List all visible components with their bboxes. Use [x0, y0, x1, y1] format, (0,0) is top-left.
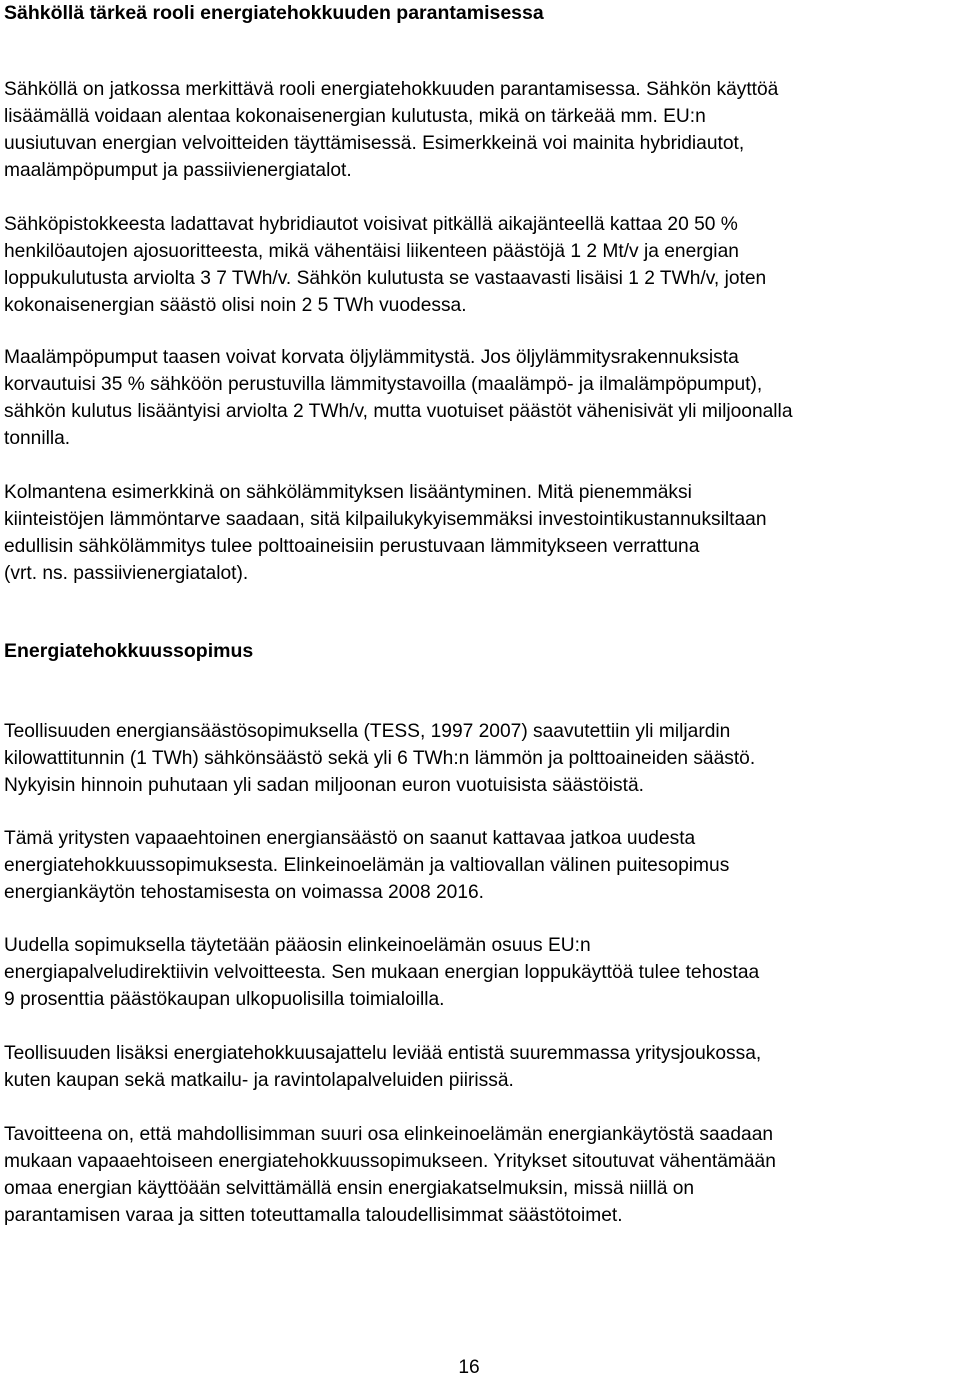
text-line: kiinteistöjen lämmöntarve saadaan, sitä kilpailukykyisemmäksi investointikustannuksiltaan — [4, 509, 767, 530]
text-line: energiankäytön tehostamisesta on voimassa 2008 2016. — [4, 882, 484, 903]
paragraph — [4, 211, 960, 319]
text-line: kokonaisenergian säästö olisi noin 2 5 TWh vuodessa. — [4, 295, 467, 316]
text-line: kilowattitunnin (1 TWh) sähkönsäästö sekä yli 6 TWh:n lämmön ja polttoaineiden säästö. — [4, 748, 756, 769]
text-line: energiatehokkuussopimuksesta. Elinkeinoelämän ja valtiovallan välinen puitesopimus — [4, 855, 730, 876]
text-line: omaa energian käyttöään selvittämällä ensin energiakatselmuksin, missä niillä on — [4, 1178, 695, 1199]
text-line: mukaan vapaaehtoiseen energiatehokkuussopimukseen. Yritykset sitoutuvat vähentämään — [4, 1151, 776, 1172]
text-line: sähkön kulutus lisääntyisi arviolta 2 TWh/v, mutta vuotuiset päästöt vähenisivät yli miljoonalla — [4, 401, 793, 422]
section-heading-energy-efficiency-agreement: Energiatehokkuussopimus — [4, 640, 254, 662]
text-line: tonnilla. — [4, 428, 71, 449]
text-line: maalämpöpumput ja passiivienergiatalot. — [4, 160, 352, 181]
text-line: Uudella sopimuksella täytetään pääosin elinkeinoelämän osuus EU:n — [4, 935, 591, 956]
page-number: 16 — [458, 1357, 480, 1378]
paragraph — [4, 825, 960, 906]
text-line: Teollisuuden lisäksi energiatehokkuusajattelu leviää entistä suuremmassa yritysjoukossa, — [4, 1043, 762, 1064]
text-line: korvautuisi 35 % sähköön perustuvilla lämmitystavoilla (maalämpö- ja ilmalämpöpumput), — [4, 374, 763, 395]
text-line: Tavoitteena on, että mahdollisimman suuri osa elinkeinoelämän energiankäytöstä saadaan — [4, 1124, 774, 1145]
text-line: Sähköllä on jatkossa merkittävä rooli energiatehokkuuden parantamisessa. Sähkön käyttöä — [4, 79, 779, 100]
section-heading-electricity-role: Sähköllä tärkeä rooli energiatehokkuuden parantamisessa — [4, 2, 544, 24]
text-line: Sähköpistokkeesta ladattavat hybridiautot voisivat pitkällä aikajänteellä kattaa 20 50 % — [4, 214, 738, 235]
text-line: (vrt. ns. passiivienergiatalot). — [4, 563, 249, 584]
text-line: Kolmantena esimerkkinä on sähkölämmityksen lisääntyminen. Mitä pienemmäksi — [4, 482, 692, 503]
text-line: energiapalveludirektiivin velvoitteesta. Sen mukaan energian loppukäyttöä tulee tehostaa — [4, 962, 760, 983]
paragraph — [4, 76, 960, 184]
paragraph — [4, 1121, 960, 1229]
text-line: Maalämpöpumput taasen voivat korvata öljylämmitystä. Jos öljylämmitysrakennuksista — [4, 347, 739, 368]
text-line: henkilöautojen ajosuoritteesta, mikä vähentäisi liikenteen päästöjä 1 2 Mt/v ja energian — [4, 241, 739, 262]
text-line: Tämä yritysten vapaaehtoinen energiansäästö on saanut kattavaa jatkoa uudesta — [4, 828, 696, 849]
text-line: parantamisen varaa ja sitten toteuttamalla taloudellisimmat säästötoimet. — [4, 1205, 623, 1226]
text-line: edullisin sähkölämmitys tulee polttoaineisiin perustuvaan lämmitykseen verrattuna — [4, 536, 700, 557]
text-line: lisäämällä voidaan alentaa kokonaisenergian kulutusta, mikä on tärkeää mm. EU:n — [4, 106, 706, 127]
text-line: uusiutuvan energian velvoitteiden täyttämisessä. Esimerkkeinä voi mainita hybridiautot, — [4, 133, 745, 154]
paragraph — [4, 932, 960, 1013]
text-line: kuten kaupan sekä matkailu- ja ravintolapalveluiden piirissä. — [4, 1070, 514, 1091]
paragraph — [4, 1040, 960, 1094]
text-line: Teollisuuden energiansäästösopimuksella (TESS, 1997 2007) saavutettiin yli miljardin — [4, 721, 731, 742]
paragraph — [4, 344, 960, 452]
text-line: 9 prosenttia päästökaupan ulkopuolisilla toimialoilla. — [4, 989, 445, 1010]
text-line: Nykyisin hinnoin puhutaan yli sadan miljoonan euron vuotuisista säästöistä. — [4, 775, 644, 796]
text-line: loppukulutusta arviolta 3 7 TWh/v. Sähkön kulutusta se vastaavasti lisäisi 1 2 TWh/v, joten — [4, 268, 767, 289]
paragraph — [4, 718, 960, 799]
paragraph — [4, 479, 960, 587]
